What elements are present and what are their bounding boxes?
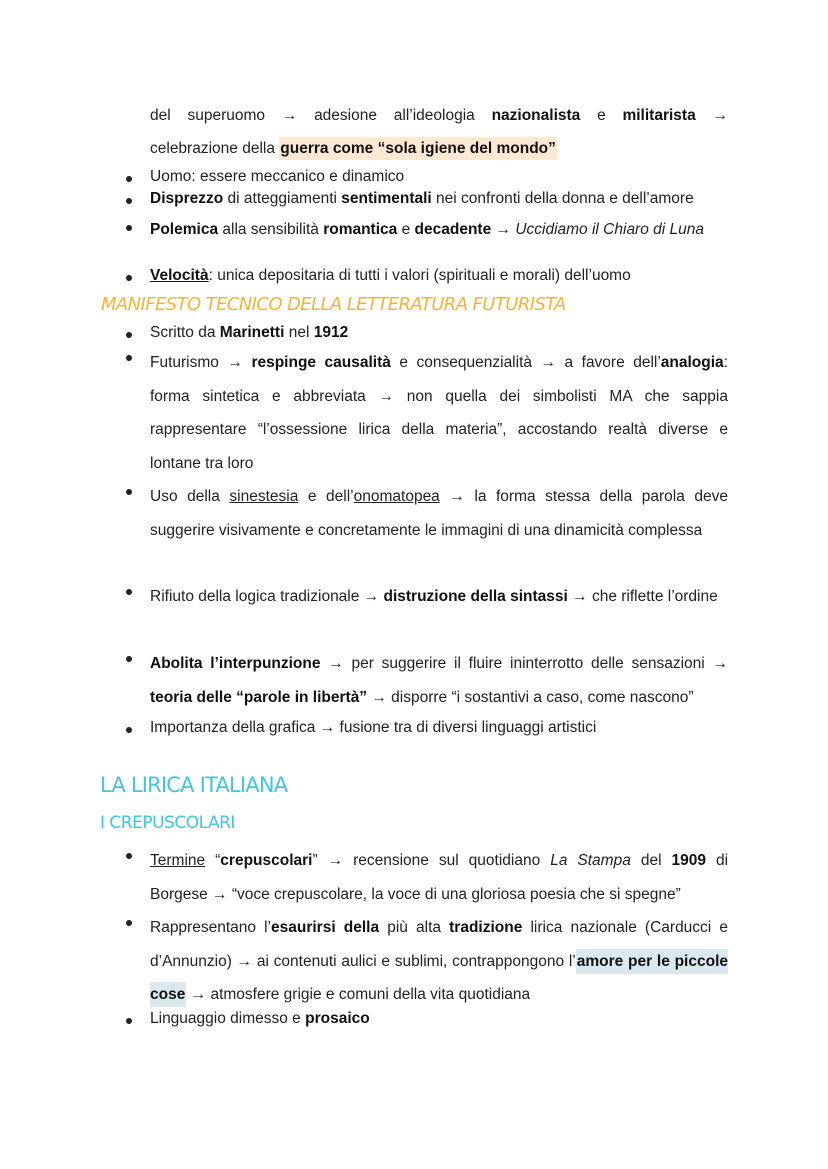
bullet-velocita: Velocità: unica depositaria di tutti i valori (spirituali e morali) dell’uomo xyxy=(150,266,728,286)
bullet-rifiuto: Rifiuto della logica tradizionale → distruzione della sintassi → che riflette l’ordine xyxy=(150,580,728,614)
bullet-rappresentano: Rappresentano l’esaurirsi della più alta tradizione lirica nazionale (Carducci e d’Annunzio) → ai contenuti aulici e sublimi, contrappongono l’amore per le piccole cose → atmosfere grigie e comuni della vita quotidiana xyxy=(150,911,728,1012)
bullet-futurismo: Futurismo → respinge causalità e consequenzialità → a favore dell’analogia: forma sintetica e abbreviata → non quella dei simbolisti MA che sappia rappresentare “l’ossessione lirica della materia”, accostando realtà diverse e lontane tra loro xyxy=(150,346,728,480)
bullet-interpunzione: Abolita l’interpunzione → per suggerire il fluire ininterrotto delle sensazioni → teoria delle “parole in libertà” → disporre “i sostantivi a caso, come nascono” xyxy=(150,647,728,714)
bullet-linguaggio: Linguaggio dimesso e prosaico xyxy=(150,1009,728,1029)
bullet-termine: Termine “crepuscolari” → recensione sul quotidiano La Stampa del 1909 di Borgese → “voce crepuscolare, la voce di una gloriosa poesia che si spegne” xyxy=(150,844,728,911)
lirica-heading: LA LIRICA ITALIANA xyxy=(100,773,288,797)
bullet-scritto: Scritto da Marinetti nel 1912 xyxy=(150,323,728,343)
bullet-polemica: Polemica alla sensibilità romantica e decadente → Uccidiamo il Chiaro di Luna xyxy=(150,216,728,243)
bullet-disprezzo: Disprezzo di atteggiamenti sentimentali nei confronti della donna e dell’amore xyxy=(150,189,728,209)
bullet-grafica: Importanza della grafica → fusione tra di diversi linguaggi artistici xyxy=(150,718,728,738)
intro-line-1: del superuomo → adesione all’ideologia nazionalista e militarista → xyxy=(150,107,728,124)
bullet-sinestesia: Uso della sinestesia e dell’onomatopea → la forma stessa della parola deve suggerire visivamente e concretamente le immagini di una dinamicità complessa xyxy=(150,480,728,547)
intro-line-2: celebrazione della guerra come “sola igiene del mondo” xyxy=(150,139,728,159)
highlight-guerra: guerra come “sola igiene del mondo” xyxy=(279,137,557,160)
highlight-piccole-cose: amore per le piccole cose xyxy=(150,949,728,1008)
manifesto-heading: MANIFESTO TECNICO DELLA LETTERATURA FUTURISTA xyxy=(101,294,566,315)
bullet-uomo: Uomo: essere meccanico e dinamico xyxy=(150,167,728,187)
crepuscolari-heading: I CREPUSCOLARI xyxy=(100,813,235,833)
